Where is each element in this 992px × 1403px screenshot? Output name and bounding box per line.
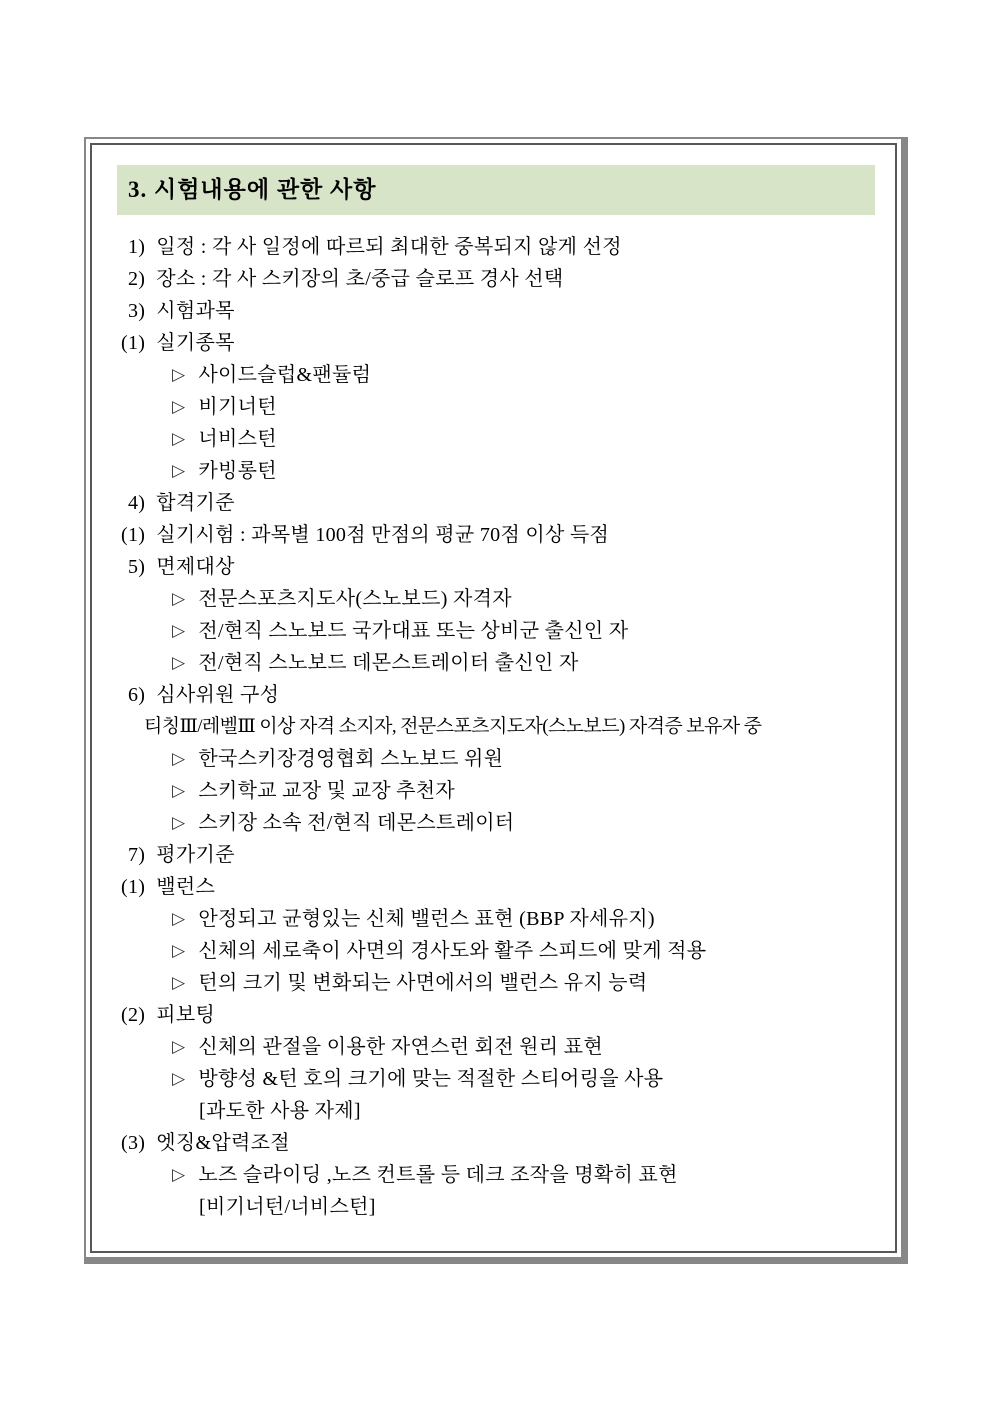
list-item bbox=[92, 711, 895, 743]
list-item bbox=[92, 1159, 895, 1191]
list-item-text: 카빙롱턴 bbox=[198, 460, 277, 482]
list-item bbox=[92, 551, 895, 583]
list-item-text: 너비스턴 bbox=[198, 428, 277, 450]
list-item bbox=[92, 487, 895, 519]
list-item-text: 밸런스 bbox=[156, 876, 216, 898]
list-item-text: [과도한 사용 자제] bbox=[199, 1100, 361, 1122]
list-item-text: 티칭Ⅲ/레벨Ⅲ 이상 자격 소지자, 전문스포츠지도자(스노보드) 자격증 보유자 중 bbox=[144, 716, 762, 737]
list-item-text: 한국스키장경영협회 스노보드 위원 bbox=[198, 748, 504, 770]
list-item-text: 실기시험 : 과목별 100점 만점의 평균 70점 이상 득점 bbox=[156, 524, 610, 546]
list-item bbox=[92, 903, 895, 935]
list-item bbox=[92, 1063, 895, 1095]
list-item bbox=[92, 839, 895, 871]
list-item bbox=[92, 263, 895, 295]
list-item bbox=[92, 423, 895, 455]
list-item bbox=[92, 519, 895, 551]
item-number-label: (1) bbox=[121, 876, 146, 898]
triangle-bullet-icon: ▷ bbox=[172, 1165, 186, 1184]
triangle-bullet-icon: ▷ bbox=[172, 813, 186, 832]
list-item bbox=[92, 775, 895, 807]
triangle-bullet-icon: ▷ bbox=[172, 621, 186, 640]
list-item-text: 턴의 크기 및 변화되는 사면에서의 밸런스 유지 능력 bbox=[198, 972, 648, 994]
triangle-bullet-icon: ▷ bbox=[172, 1069, 186, 1088]
list-item bbox=[92, 583, 895, 615]
list-item bbox=[92, 647, 895, 679]
item-number-label: 4) bbox=[128, 492, 146, 514]
list-item bbox=[92, 871, 895, 903]
list-item bbox=[92, 935, 895, 967]
list-item-text: 엣징&압력조절 bbox=[156, 1132, 290, 1154]
list-item bbox=[92, 743, 895, 775]
triangle-bullet-icon: ▷ bbox=[172, 397, 186, 416]
list-item bbox=[92, 327, 895, 359]
item-number-label: (1) bbox=[121, 524, 146, 546]
list-item-text: 전/현직 스노보드 국가대표 또는 상비군 출신인 자 bbox=[198, 620, 629, 642]
list-item-text: 스키장 소속 전/현직 데몬스트레이터 bbox=[198, 812, 515, 834]
triangle-bullet-icon: ▷ bbox=[172, 941, 186, 960]
item-number-label: 5) bbox=[128, 556, 146, 578]
list-item bbox=[92, 1031, 895, 1063]
list-item-text: 신체의 관절을 이용한 자연스런 회전 원리 표현 bbox=[198, 1036, 603, 1058]
list-item-text: 합격기준 bbox=[156, 492, 235, 514]
list-item bbox=[92, 999, 895, 1031]
list-item-text: 사이드슬럽&팬듈럼 bbox=[198, 364, 372, 386]
list-item bbox=[92, 455, 895, 487]
list-item-text: 스키학교 교장 및 교장 추천자 bbox=[198, 780, 456, 802]
list-item-text: 시험과목 bbox=[156, 300, 235, 322]
list-item-text: 전문스포츠지도사(스노보드) 자격자 bbox=[198, 588, 512, 610]
item-number-label: 7) bbox=[128, 844, 146, 866]
list-item bbox=[92, 615, 895, 647]
list-item-text: 평가기준 bbox=[156, 844, 235, 866]
list-item-text: 방향성 &턴 호의 크기에 맞는 적절한 스티어링을 사용 bbox=[198, 1068, 664, 1090]
list-item bbox=[92, 967, 895, 999]
item-number-label: 6) bbox=[128, 684, 146, 706]
list-item bbox=[92, 359, 895, 391]
list-item-text: 면제대상 bbox=[156, 556, 235, 578]
list-item-text: 일정 : 각 사 일정에 따르되 최대한 중복되지 않게 선정 bbox=[156, 236, 622, 258]
list-item-text: 신체의 세로축이 사면의 경사도와 활주 스피드에 맞게 적용 bbox=[198, 940, 707, 962]
list-item bbox=[92, 1095, 895, 1127]
list-item-text: 심사위원 구성 bbox=[156, 684, 280, 706]
triangle-bullet-icon: ▷ bbox=[172, 749, 186, 768]
item-number-label: 2) bbox=[128, 268, 146, 290]
list-item-text: 노즈 슬라이딩 ,노즈 컨트롤 등 데크 조작을 명확히 표현 bbox=[198, 1164, 678, 1186]
triangle-bullet-icon: ▷ bbox=[172, 973, 186, 992]
triangle-bullet-icon: ▷ bbox=[172, 1037, 186, 1056]
triangle-bullet-icon: ▷ bbox=[172, 429, 186, 448]
list-item bbox=[92, 1127, 895, 1159]
item-number-label: 1) bbox=[128, 236, 146, 258]
list-item-text: 안정되고 균형있는 신체 밸런스 표현 (BBP 자세유지) bbox=[198, 908, 655, 930]
item-number-label: (3) bbox=[121, 1132, 146, 1154]
triangle-bullet-icon: ▷ bbox=[172, 909, 186, 928]
list-item bbox=[92, 807, 895, 839]
content-area bbox=[90, 143, 897, 1253]
page-border-frame bbox=[84, 137, 908, 1264]
triangle-bullet-icon: ▷ bbox=[172, 653, 186, 672]
item-number-label: (1) bbox=[121, 332, 146, 354]
triangle-bullet-icon: ▷ bbox=[172, 781, 186, 800]
list-item-text: [비기너턴/너비스턴] bbox=[199, 1196, 376, 1218]
triangle-bullet-icon: ▷ bbox=[172, 365, 186, 384]
list-item bbox=[92, 679, 895, 711]
list-item-text: 전/현직 스노보드 데몬스트레이터 출신인 자 bbox=[198, 652, 579, 674]
list-item-text: 실기종목 bbox=[156, 332, 235, 354]
item-number-label: 3) bbox=[128, 300, 146, 322]
content-list bbox=[92, 231, 895, 1223]
list-item bbox=[92, 295, 895, 327]
list-item-text: 장소 : 각 사 스키장의 초/중급 슬로프 경사 선택 bbox=[156, 268, 564, 290]
list-item-text: 피보팅 bbox=[156, 1004, 216, 1026]
triangle-bullet-icon: ▷ bbox=[172, 461, 186, 480]
triangle-bullet-icon: ▷ bbox=[172, 589, 186, 608]
list-item bbox=[92, 1191, 895, 1223]
list-item-text: 비기너턴 bbox=[198, 396, 277, 418]
section-header bbox=[117, 165, 875, 215]
item-number-label: (2) bbox=[121, 1004, 146, 1026]
list-item bbox=[92, 391, 895, 423]
list-item bbox=[92, 231, 895, 263]
section-title: 3. 시험내용에 관한 사항 bbox=[128, 177, 377, 202]
